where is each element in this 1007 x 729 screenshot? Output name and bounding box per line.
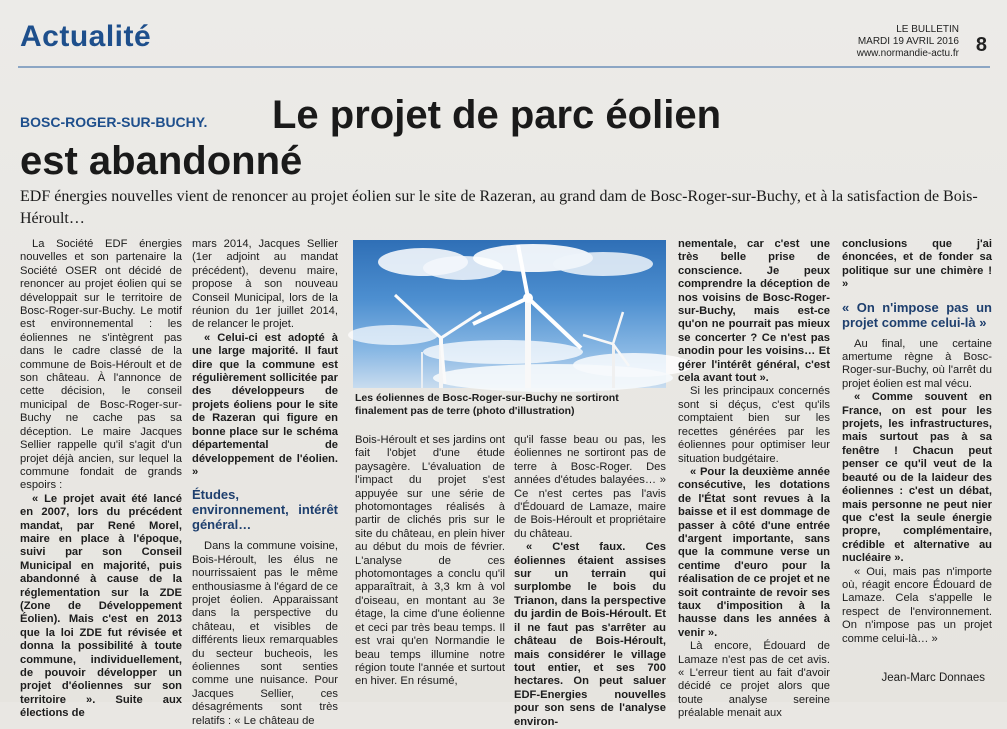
publication-date: MARDI 19 AVRIL 2016 xyxy=(857,36,959,47)
column-1 xyxy=(20,238,182,721)
author-signature: Jean-Marc Donnaes xyxy=(881,672,985,684)
column-2 xyxy=(192,238,338,728)
paragraph: mars 2014, Jacques Sellier (1er adjoint au mandat précédent), devenu maire, propose à son nouveau Conseil Municipal, lors de la réunion du 1er juillet 2014, de relancer le projet. xyxy=(192,238,338,331)
column-3 xyxy=(355,434,505,689)
publication-meta xyxy=(857,24,959,60)
wind-turbines-photo xyxy=(353,240,666,388)
paragraph: Là encore, Édouard de Lamaze n'est pas de cet avis. « L'erreur tient au fait d'avoir décidé ce projet alors que toute analyse sereine préalable menait aux xyxy=(678,640,830,720)
paragraph: Bois-Héroult et ses jardins ont fait l'objet d'une étude paysagère. L'évaluation de l'impact du projet s'est appuyée sur une série de photomontages réalisés à partir de clichés pris sur le site du château, en plein hiver au début du mois de février. L'analyse de ces photomontages a conclu qu'il apparaîtrait, à 3,3 km à vol d'oiseau, en montant au 3e étage, la cime d'une éolienne et ceci par très beau temps. Il est vrai qu'en Normandie le beau temps illumine notre région toute l'année et surtout en hiver. En résumé, xyxy=(355,434,505,688)
subheading: Études, environnement, intérêt général… xyxy=(192,487,338,533)
column-6 xyxy=(842,238,992,646)
quote-paragraph: nementale, car c'est une très belle prise de conscience. Je peux comprendre la déception de nos voisins de Bosc-Roger-sur-Buchy, mais est-ce qu'on ne pourrait pas mieux se concerter ? Ce n'est pas anodin pour les voisins… Et gérer l'intérêt général, c'est cela avant tout ». xyxy=(678,238,830,385)
quote-paragraph: « Le projet avait été lancé en 2007, lors du précédent mandat, par René Morel, maire en place à l'époque, suivi par son Conseil Municipal en majorité, puis abandonné à cause de la réglementation sur la ZDE (Zone de Développement Éolien). Mais c'est en 2013 que la loi ZDE fut révisée et donna la possibilité à toute commune, individuellement, de pouvoir développer un projet d'éoliennes sur son territoire ». Suite aux élections de xyxy=(20,492,182,720)
quote-paragraph: « C'est faux. Ces éoliennes étaient assises sur un terrain qui surplombe le bois du Trianon, dans la perspective du jardin de Bois-Héroult. Et il ne faut pas s'arrêter au château de Bois-Héroult, mais considérer le village tout entier, et ses 700 hectares. On peut saluer EDF-Energies nouvelles pour son sens de l'analyse environ- xyxy=(514,541,666,728)
header-divider xyxy=(18,66,990,68)
paragraph: « Oui, mais pas n'importe où, réagit encore Édouard de Lamaze. Cela s'appelle le respect de l'environnement. On n'impose pas un projet comme celui-là… » xyxy=(842,565,992,645)
subheading: « On n'impose pas un projet comme celui-là » xyxy=(842,299,992,330)
photo-caption: Les éoliennes de Bosc-Roger-sur-Buchy ne sortiront finalement pas de terre (photo d'illustration) xyxy=(355,392,619,417)
quote-paragraph: « Celui-ci est adopté à une large majorité. Il faut dire que la commune est régulièrement sollicitée par des développeurs de projets éoliens pour le site de Razeran qui figure en bonne place sur le schéma départemental de développement de l'éolien. » xyxy=(192,331,338,478)
paragraph: Si les principaux concernés sont si déçus, c'est qu'ils comptaient bien sur les recettes générées par les éoliennes pour optimiser leur situation budgétaire. xyxy=(678,385,830,465)
column-4 xyxy=(514,434,666,729)
paragraph: Au final, une certaine amertume règne à Bosc-Roger-sur-Buchy, où l'arrêt du projet éolien est mal vécu. xyxy=(842,337,992,390)
publication-website: www.normandie-actu.fr xyxy=(856,48,959,59)
publication-name: LE BULLETIN xyxy=(896,24,959,35)
article-kicker: BOSC-ROGER-SUR-BUCHY. xyxy=(20,114,208,130)
quote-paragraph: « Comme souvent en France, on est pour les projets, les infrastructures, mais surtout pas à sa fenêtre ! Chacun peut penser ce qu'il veut de la beauté ou de la laideur des éoliennes : c'est un débat, mais personne ne peut nier que c'est la seule énergie propre, complémentaire, crédible et alternative au nucléaire ». xyxy=(842,391,992,565)
headline-line-2: est abandonné xyxy=(20,139,303,183)
article-lead: EDF énergies nouvelles vient de renoncer au projet éolien sur le site de Razeran, au grand dam de Bosc-Roger-sur-Buchy, et à la satisfaction de Bois-Héroult… xyxy=(20,188,978,227)
quote-paragraph: « Pour la deuxième année consécutive, les dotations de l'État sont revues à la baisse et il est dommage de passer à côté d'une entrée d'argent importante, sans que la commune verse un centime d'euro pour la réalisation de ce projet et ne soit contrainte de revoir ses taux d'imposition à la hausse dans les années à venir ». xyxy=(678,465,830,639)
section-title: Actualité xyxy=(20,20,152,53)
wind-turbine-illustration xyxy=(353,240,666,388)
paragraph: Dans la commune voisine, Bois-Héroult, les élus ne nourrissaient pas le même enthousiasme à l'égard de ce projet éolien. Apparaissant dans la perspective du château, et visibles de différents lieux remarquables du secteur bucheois, les éoliennes sont senties comme une nuisance. Pour Jacques Sellier, ces désagréments sont très relatifs : « Le château de xyxy=(192,540,338,727)
paragraph: La Société EDF énergies nouvelles et son partenaire la Société OSER ont décidé de renoncer au projet éolien qui se développait sur le territoire de Bosc-Roger-sur-Buchy. Le motif est environnemental : les éoliennes ne s'intègrent pas dans le cadre classé de la commune de Bois-Héroult et de son château. À l'annonce de cette décision, le conseil municipal de Bosc-Roger-sur-Buchy ne cache pas sa déception. Le maire Jacques Sellier rappelle qu'il s'agit d'un projet déjà ancien, sur lequel la commune fondait de grands espoirs : xyxy=(20,238,182,492)
page-header xyxy=(0,0,1007,72)
headline-line-1: Le projet de parc éolien xyxy=(272,93,722,137)
quote-paragraph: conclusions que j'ai énoncées, et de fonder sa politique sur une chimère ! » xyxy=(842,238,992,291)
page-number: 8 xyxy=(975,34,987,56)
paragraph: qu'il fasse beau ou pas, les éoliennes ne sortiront pas de terre à Bosc-Roger. Des années d'études balayées… » Ce n'est certes pas l'avis d'Édouard de Lamaze, maire de Bois-Héroult et propriétaire du château. xyxy=(514,434,666,540)
column-5 xyxy=(678,238,830,721)
article-headline xyxy=(20,92,840,184)
